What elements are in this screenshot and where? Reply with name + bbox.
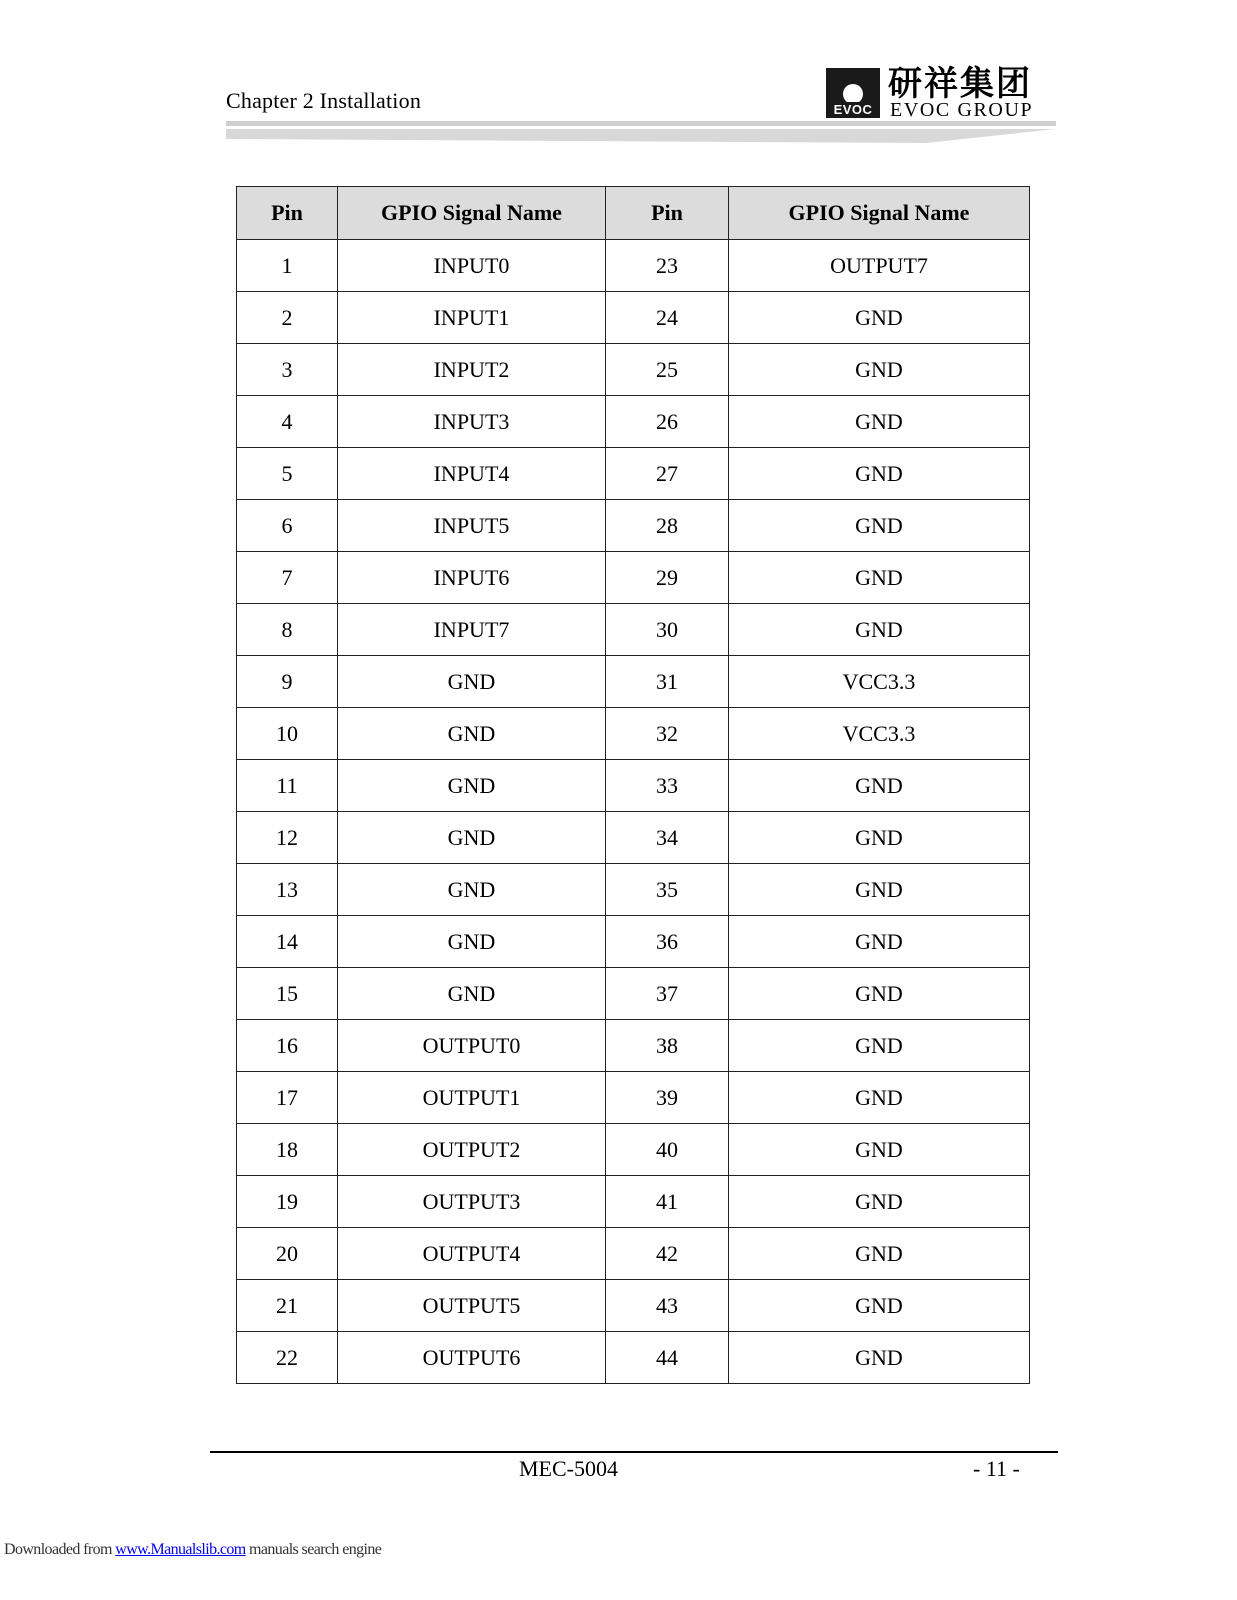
table-row <box>237 552 1030 604</box>
signal-name-cell: GND <box>338 656 606 708</box>
signal-name-cell: GND <box>729 500 1030 552</box>
signal-name-cell: OUTPUT7 <box>729 240 1030 292</box>
logo-chinese-text: 研祥集团 <box>888 64 1032 104</box>
signal-name-cell: GND <box>729 760 1030 812</box>
pin-cell: 41 <box>606 1176 729 1228</box>
signal-name-cell: GND <box>729 1280 1030 1332</box>
signal-name-cell: GND <box>729 344 1030 396</box>
table-row <box>237 448 1030 500</box>
header-rule-taper <box>226 129 1056 145</box>
signal-name-cell: OUTPUT2 <box>338 1124 606 1176</box>
footer-model: MEC-5004 <box>519 1456 618 1481</box>
pin-cell: 35 <box>606 864 729 916</box>
pin-cell: 10 <box>237 708 338 760</box>
table-row <box>237 708 1030 760</box>
header-rule <box>226 121 1056 126</box>
pin-cell: 42 <box>606 1228 729 1280</box>
pin-cell: 8 <box>237 604 338 656</box>
signal-name-cell: GND <box>729 864 1030 916</box>
signal-name-cell: GND <box>729 552 1030 604</box>
pin-cell: 32 <box>606 708 729 760</box>
signal-name-cell: GND <box>729 968 1030 1020</box>
evoc-logo-mark <box>826 68 880 118</box>
signal-name-cell: GND <box>729 292 1030 344</box>
signal-name-cell: GND <box>338 708 606 760</box>
signal-name-cell: OUTPUT4 <box>338 1228 606 1280</box>
pin-cell: 21 <box>237 1280 338 1332</box>
pin-cell: 25 <box>606 344 729 396</box>
table-row <box>237 1280 1030 1332</box>
pin-cell: 18 <box>237 1124 338 1176</box>
pin-cell: 17 <box>237 1072 338 1124</box>
signal-name-cell: INPUT4 <box>338 448 606 500</box>
pin-cell: 31 <box>606 656 729 708</box>
logo-english-text: EVOC GROUP <box>890 99 1034 121</box>
pin-cell: 23 <box>606 240 729 292</box>
pin-cell: 16 <box>237 1020 338 1072</box>
download-note <box>4 1541 381 1559</box>
signal-name-cell: GND <box>729 396 1030 448</box>
pin-cell: 7 <box>237 552 338 604</box>
chapter-title: Chapter 2 Installation <box>226 88 422 113</box>
signal-name-cell: OUTPUT3 <box>338 1176 606 1228</box>
download-prefix: Downloaded from <box>4 1541 116 1558</box>
pin-cell: 14 <box>237 916 338 968</box>
table-row <box>237 916 1030 968</box>
pin-cell: 4 <box>237 396 338 448</box>
pin-cell: 36 <box>606 916 729 968</box>
pin-cell: 3 <box>237 344 338 396</box>
table-row <box>237 604 1030 656</box>
table-row <box>237 500 1030 552</box>
pin-cell: 2 <box>237 292 338 344</box>
table-row <box>237 968 1030 1020</box>
pin-cell: 12 <box>237 812 338 864</box>
pin-cell: 22 <box>237 1332 338 1384</box>
table-row <box>237 812 1030 864</box>
pin-cell: 20 <box>237 1228 338 1280</box>
table-row <box>237 1332 1030 1384</box>
signal-name-cell: GND <box>729 1332 1030 1384</box>
signal-name-cell: GND <box>729 604 1030 656</box>
pin-cell: 40 <box>606 1124 729 1176</box>
signal-name-cell: INPUT2 <box>338 344 606 396</box>
table-row <box>237 396 1030 448</box>
pin-cell: 34 <box>606 812 729 864</box>
table-row <box>237 292 1030 344</box>
table-row <box>237 864 1030 916</box>
signal-name-cell: VCC3.3 <box>729 656 1030 708</box>
table-row <box>237 1228 1030 1280</box>
signal-name-cell: OUTPUT0 <box>338 1020 606 1072</box>
table-row <box>237 1176 1030 1228</box>
download-suffix: manuals search engine <box>245 1541 382 1558</box>
table-row <box>237 1124 1030 1176</box>
signal-name-cell: INPUT1 <box>338 292 606 344</box>
pin-cell: 29 <box>606 552 729 604</box>
evoc-logo <box>826 64 1054 121</box>
pin-cell: 38 <box>606 1020 729 1072</box>
signal-name-cell: GND <box>729 916 1030 968</box>
table-row <box>237 1020 1030 1072</box>
column-header-signal-name: GPIO Signal Name <box>729 187 1030 240</box>
signal-name-cell: GND <box>729 812 1030 864</box>
signal-name-cell: GND <box>338 968 606 1020</box>
signal-name-cell: VCC3.3 <box>729 708 1030 760</box>
signal-name-cell: GND <box>338 760 606 812</box>
pin-cell: 11 <box>237 760 338 812</box>
signal-name-cell: GND <box>338 916 606 968</box>
pin-cell: 15 <box>237 968 338 1020</box>
pin-cell: 27 <box>606 448 729 500</box>
signal-name-cell: OUTPUT5 <box>338 1280 606 1332</box>
signal-name-cell: GND <box>338 864 606 916</box>
signal-name-cell: GND <box>729 1124 1030 1176</box>
table-row <box>237 344 1030 396</box>
signal-name-cell: INPUT5 <box>338 500 606 552</box>
column-header-signal-name: GPIO Signal Name <box>338 187 606 240</box>
pin-cell: 13 <box>237 864 338 916</box>
signal-name-cell: GND <box>729 1020 1030 1072</box>
signal-name-cell: INPUT6 <box>338 552 606 604</box>
footer-rule <box>210 1451 1058 1453</box>
pin-cell: 5 <box>237 448 338 500</box>
pin-cell: 39 <box>606 1072 729 1124</box>
column-header-pin: Pin <box>606 187 729 240</box>
pin-cell: 44 <box>606 1332 729 1384</box>
pin-cell: 37 <box>606 968 729 1020</box>
table-body <box>237 240 1030 1384</box>
table-header-row <box>237 187 1030 240</box>
pin-cell: 33 <box>606 760 729 812</box>
signal-name-cell: GND <box>729 448 1030 500</box>
table-row <box>237 1072 1030 1124</box>
signal-name-cell: INPUT7 <box>338 604 606 656</box>
pin-cell: 6 <box>237 500 338 552</box>
pin-cell: 26 <box>606 396 729 448</box>
signal-name-cell: OUTPUT1 <box>338 1072 606 1124</box>
pin-cell: 24 <box>606 292 729 344</box>
table-row <box>237 240 1030 292</box>
signal-name-cell: GND <box>729 1228 1030 1280</box>
pin-cell: 1 <box>237 240 338 292</box>
signal-name-cell: GND <box>729 1072 1030 1124</box>
pin-cell: 30 <box>606 604 729 656</box>
table-row <box>237 760 1030 812</box>
signal-name-cell: INPUT3 <box>338 396 606 448</box>
manualslib-link[interactable]: www.Manualslib.com <box>115 1541 246 1558</box>
signal-name-cell: OUTPUT6 <box>338 1332 606 1384</box>
table-row <box>237 656 1030 708</box>
pin-cell: 28 <box>606 500 729 552</box>
signal-name-cell: GND <box>729 1176 1030 1228</box>
logo-mark-text: EVOC <box>826 102 880 118</box>
column-header-pin: Pin <box>237 187 338 240</box>
pin-cell: 43 <box>606 1280 729 1332</box>
signal-name-cell: INPUT0 <box>338 240 606 292</box>
pin-cell: 19 <box>237 1176 338 1228</box>
page-number: - 11 - <box>973 1456 1020 1481</box>
pin-cell: 9 <box>237 656 338 708</box>
gpio-pin-table <box>236 186 1030 1384</box>
signal-name-cell: GND <box>338 812 606 864</box>
